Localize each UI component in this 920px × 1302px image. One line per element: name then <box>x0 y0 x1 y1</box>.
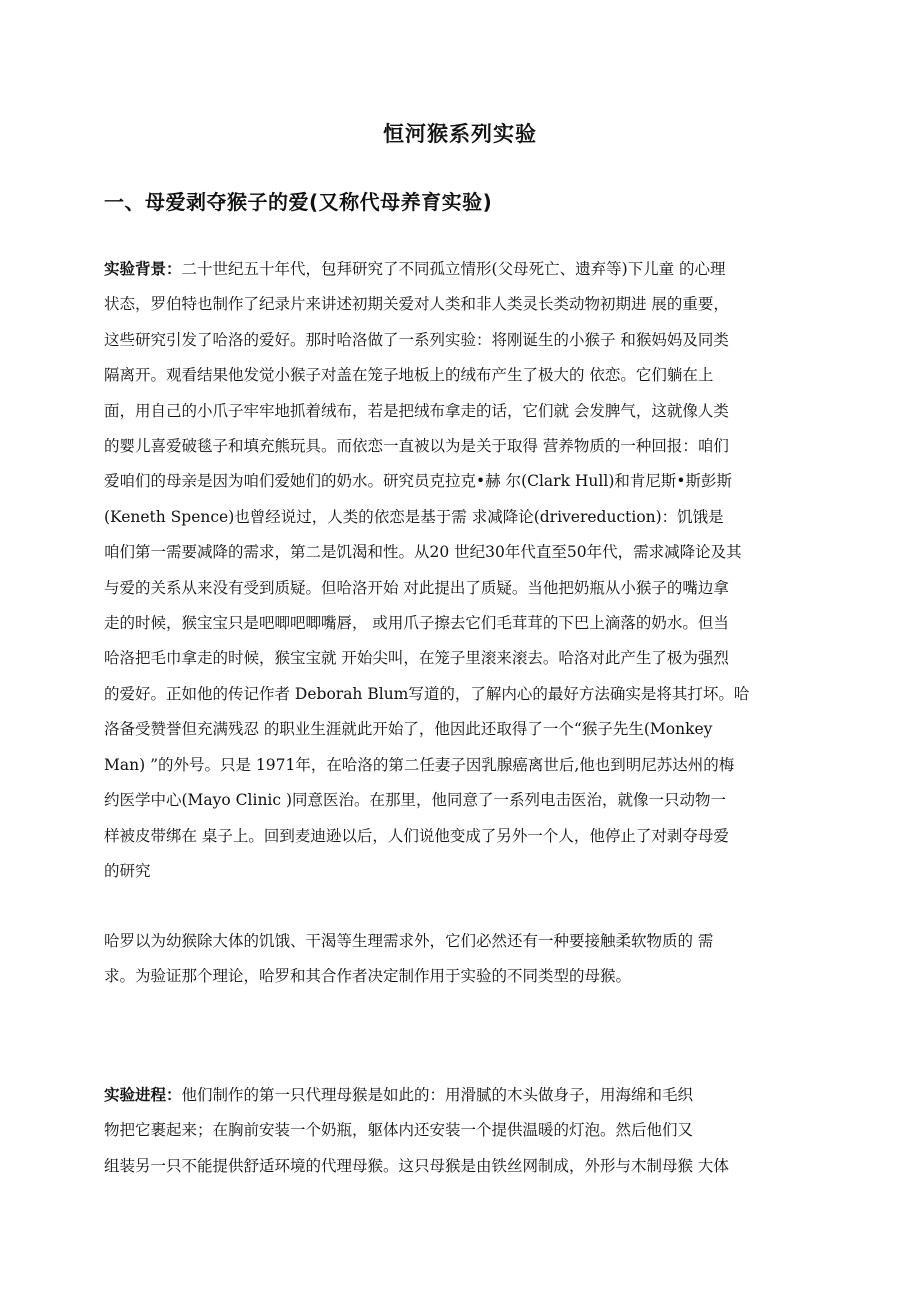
background-label: 实验背景： <box>104 260 182 278</box>
progress-paragraph <box>104 1078 824 1184</box>
paragraph-line: 洛备受赞誉但充满残忍 的职业生涯就此开始了，他因此还取得了一个“猴子先生(Monkey <box>104 720 713 739</box>
paragraph-line: Man) ”的外号。只是 1971年，在哈洛的第二任妻子因乳腺癌离世后,他也到明尼苏达州的梅 <box>104 755 735 774</box>
paragraph-line: (Keneth Spence)也曾经说过，人类的依恋是基于需 求减降论(drivereduction)：饥饿是 <box>104 507 724 526</box>
document-title: 恒河猴系列实验 <box>383 122 537 146</box>
paragraph-line: 面，用自己的小爪子牢牢地抓着绒布，若是把绒布拿走的话，它们就 会发脾气，这就像人类 <box>104 401 729 420</box>
paragraph-line: 实验进程：他们制作的第一只代理母猴是如此的：用滑腻的木头做身子，用海绵和毛织 <box>104 1086 694 1104</box>
paragraph-line: 约医学中心(Mayo Clinic )同意医治。在那里，他同意了一系列电击医治，就像一只动物一 <box>104 791 727 810</box>
paragraph-line: 隔离开。观看结果他发觉小猴子对盖在笼子地板上的绒布产生了极大的 依恋。它们躺在上 <box>104 366 714 385</box>
paragraph-line: 与爱的关系从来没有受到质疑。但哈洛开始 对此提出了质疑。当他把奶瓶从小猴子的嘴边拿 <box>104 578 729 597</box>
paragraph-line: 哈罗以为幼猴除大体的饥饿、干渴等生理需求外，它们必然还有一种要接触柔软物质的 需 <box>104 932 714 950</box>
paragraph-line: 哈洛把毛巾拿走的时候，猴宝宝就 开始尖叫，在笼子里滚来滚去。哈洛对此产生了极为强烈 <box>104 649 729 668</box>
paragraph-line: 的婴儿喜爱破毯子和填充熊玩具。而依恋一直被以为是关于取得 营养物质的一种回报：咱们 <box>104 437 729 456</box>
need-paragraph <box>104 924 824 995</box>
paragraph-line: 样被皮带绑在 桌子上。回到麦迪逊以后，人们说他变成了另外一个人，他停止了对剥夺母爱 <box>104 826 729 845</box>
paragraph-line: 状态，罗伯特也制作了纪录片来讲述初期关爱对人类和非人类灵长类动物初期进 展的重要， <box>104 295 729 314</box>
paragraph-line: 求。为验证那个理论，哈罗和其合作者决定制作用于实验的不同类型的母猴。 <box>104 967 632 986</box>
paragraph-line: 的研究 <box>104 861 151 880</box>
paragraph-line: 走的时候，猴宝宝只是吧唧吧唧嘴唇， 或用爪子擦去它们毛茸茸的下巴上滴落的奶水。但当 <box>104 614 729 633</box>
paragraph-line: 这些研究引发了哈洛的爱好。那时哈洛做了一系列实验：将刚诞生的小猴子 和猴妈妈及同类 <box>104 330 729 349</box>
paragraph-line: 实验背景：二十世纪五十年代，包拜研究了不同孤立情形(父母死亡、遗弃等)下儿童 的心理 <box>104 260 726 278</box>
progress-label: 实验进程： <box>104 1086 182 1104</box>
paragraph-line: 组装另一只不能提供舒适环境的代理母猴。这只母猴是由铁丝网制成，外形与木制母猴 大体 <box>104 1156 729 1175</box>
background-paragraph <box>104 252 824 889</box>
paragraph-line: 物把它裹起来；在胸前安装一个奶瓶，躯体内还安装一个提供温暖的灯泡。然后他们又 <box>104 1121 694 1140</box>
paragraph-line: 爱咱们的母亲是因为咱们爱她们的奶水。研究员克拉克•赫 尔(Clark Hull)和肯尼斯•斯彭斯 <box>104 472 733 491</box>
paragraph-line: 咱们第一需要减降的需求，第二是饥渴和性。从20 世纪30年代直至50年代，需求减降论及其 <box>104 543 742 562</box>
paragraph-line: 的爱好。正如他的传记作者 Deborah Blum写道的，了解内心的最好方法确实是将其打坏。哈 <box>104 684 750 703</box>
section-heading: 一、母爱剥夺猴子的爱(又称代母养育实验) <box>104 190 493 214</box>
